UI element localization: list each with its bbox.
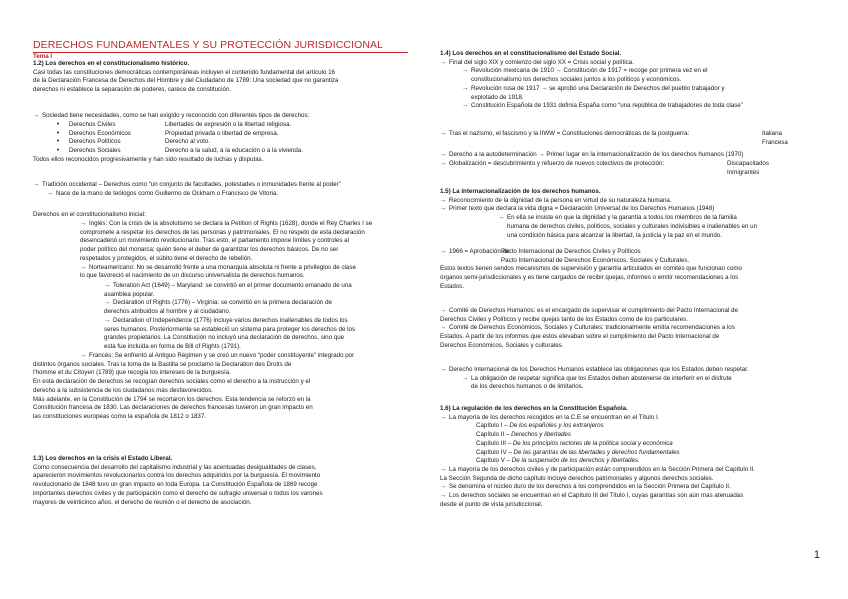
postguerra-block: → Tras el nazismo, el fascismo y la IIWW = Constituciones democráticas de la postguerra: bbox=[440, 130, 690, 137]
arrow-icon: → bbox=[47, 189, 54, 197]
section-1-2 bbox=[33, 60, 338, 95]
section-1-3: 1.3) Los derechos en la crisis el Estado Liberal. Como consecuencia del desarrollo del capitalismo industrial y las acentuadas desigualdades de clases, aparecieron movimientos revolucionarios contra los derechos adquiridos por la burguesía. El movimiento revolucionario de 1848 tuvo un gran impacto en toda Europa. La Constitución Española de 1869 recoge importantes derechos civiles y de participación como el derecho de sufragio universal o todos los varones mayores de veinticinco años, el derecho de reunión o el derecho de asociación. bbox=[33, 455, 415, 507]
arrow-icon: → bbox=[33, 181, 40, 188]
title-underline bbox=[33, 52, 408, 53]
arrow-icon: → bbox=[440, 58, 447, 66]
section-1-5: 1.5) La internacionalización de los derechos humanos. → Reconocimiento de la dignidad de la persona en virtud de su naturaleza humana. → Primer texto que declara la vida digna = Declaración Universal de los Derechos Humanos (1948) → En ella se insiste en que la dignidad y la garantía a todos los miembros de la familia humana de derechos civiles, políticos, sociales y culturales indivisibles e inalienables en un una condición básica para alcanzar la libertad, la justicia y la paz en el mundo. bbox=[440, 188, 830, 240]
rights-intro bbox=[33, 112, 309, 121]
section-1-4: 1.4) Los derechos en el constitucionalismo del Estado Social. → Final del siglo XIX y comienzo del siglo XX = Crisis social y política. → Revolución mexicana de 1910 → Constitución de 1917 = recoge por primera vez en el constitucionalismo los derechos sociales juntos a los políticos y económicos. → Revolución rusa de 1917 → se aprobó una Declaración de Derechos del pueblo trabajador y explotado de 1918. → Constitución Española de 1931 definía España como “una república de trabajadores de toda clase” bbox=[440, 50, 830, 111]
section-heading: 1.6) La regulación de los derechos en la Constitución Española. bbox=[440, 405, 628, 412]
arrow-icon: → bbox=[440, 492, 447, 500]
rights-list bbox=[47, 121, 303, 156]
arrow-icon: → bbox=[440, 307, 447, 314]
section-heading: 1.2) Los derechos en el constitucionalismo histórico. bbox=[33, 60, 190, 67]
arrow-icon: → bbox=[80, 352, 87, 359]
paragraph-line: Casi todas las constituciones democráticas contemporáneas incluyen el contenido fundamental del artículo 16 bbox=[33, 68, 335, 76]
list-item: • Derechos Económicos Propiedad privada o libertad de empresa. bbox=[47, 130, 303, 139]
ingles-block: → Inglés: Con la crisis de la absolutismo se declara la Petition of Rights (1628), donde el Rey Charles I se compromete a respetar los derechos de las personas y patrimoniales. El no respeto de esta declaración desencadenó un movimiento revolucionario. Tras esto, el parlamento impone límites y controles al poder político del monarca; quién tiene el deber de garantizar los derechos básicos. De no ser respetados y protegidos, el súbito tiene el derecho de rebelión. → Norteamericano: No se desarrolló frente a una monarquía absoluta ni frente a privilegios de clase lo que favoreció el nacimiento de un discurso universalista de derechos humanos. bbox=[80, 220, 373, 280]
bullet-icon: • bbox=[56, 121, 60, 128]
arrow-icon: → bbox=[33, 112, 40, 119]
chapter-item: Capítulo V – De la suspensión de los derechos y libertades. bbox=[476, 457, 640, 465]
document-title: DERECHOS FUNDAMENTALES Y SU PROTECCIÓN JURISDICCIONAL bbox=[33, 39, 384, 51]
constitucionalismo-inicial: Derechos en el constitucionalismo inicial: bbox=[33, 211, 146, 218]
arrow-icon: → bbox=[498, 214, 505, 222]
norteamericano-docs: → Toleration Act (1649) – Maryland: se convirtió en el primer documento emanado de una asamblea popular. → Declaration of Rights (1776) – Virginia: se convirtió en la primera declaración de derechos atribuidos al hombre y al ciudadano. → Declaration of Independence (1776) incluye varios derechos inalienables de todos los seres humanos. Posteriormente se estableció un sistema para proteger los derechos de los grandes propietarios. La Constitución no incluyó una declaración de derechos, sino que esta fue incluida en forma de Bill of Rights (1791). bbox=[104, 282, 356, 350]
chapter-item: Capítulo I – De los españoles y los extranjeros bbox=[476, 422, 604, 430]
section-heading: 1.5) La internacionalización de los derechos humanos. bbox=[440, 188, 601, 195]
tema-label: Tema I bbox=[33, 53, 53, 60]
arrow-icon: → bbox=[462, 67, 469, 75]
arrow-icon: → bbox=[104, 299, 111, 307]
bullet-icon: • bbox=[56, 129, 60, 137]
arrow-icon: → bbox=[462, 374, 469, 382]
chapter-item: Capítulo IV – De las garantías de las libertades y derechos fundamentales bbox=[476, 448, 680, 456]
arrow-icon: → bbox=[104, 316, 111, 324]
paragraph-line: derechos ni establece la separación de poderes, carece de constitución. bbox=[33, 86, 232, 94]
arrow-icon: → bbox=[440, 366, 447, 373]
list-item: • Derechos Políticos Derecho al voto. bbox=[47, 138, 303, 147]
arrow-icon: → bbox=[440, 205, 447, 213]
postguerra-countries: Italiana Francesa bbox=[762, 130, 788, 146]
arrow-icon: → bbox=[462, 102, 469, 110]
paragraph-line: de la Declaración Francesa de Derechos del Hombre y del Ciudadano de 1789: Una sociedad que no garantiza bbox=[33, 77, 339, 85]
tradicion-block: → Tradición occidental – Derechos como “un conjunto de facultades, potestades o inmunidades frente al poder” → Nace de la mano de teólogos como Guillermo de Ockham o Francisco de Vitoria. bbox=[33, 181, 341, 197]
section-1-6: 1.6) La regulación de los derechos en la Constitución Española. → La mayoría de los derechos recogidos en la C.E se encuentran en el Título I. Capítulo I – De los españoles y los extranjeros Capítulo II – Derechos y libertades Capítulo III – De los principios rectores de la política social y económica Capítulo IV – De las garantías de las libertades y derechos fundamentales Capítulo V – De la suspensión de los derechos y libertades. → La mayoría de los derechos civiles y de participación están comprendidos en la Sección Primera del Capítulo II. La Sección Segunda de dicho capítulo incluye derechos patrimoniales y algunos derechos sociales. → Se denomina el núcleo duro de los derechos a los comprendidos en la Sección Primera del Capítulo II. → Los derechos sociales se encuentran en el Capítulo III del Título I, cuyas garantías son aún mas atenuadas desde el punto de vista jurisdiccional. bbox=[440, 405, 830, 509]
list-item: • Derechos Civiles Libertades de expresión o la libertad religiosa. bbox=[47, 121, 303, 130]
list-item: • Derechos Sociales Derecho a la salud, a la educación o a la vivienda. bbox=[47, 147, 303, 156]
bullet-icon: • bbox=[56, 138, 60, 146]
paragraph-line: Sociedad tiene necesidades, como se han exigido y reconocido con diferentes tipos de derechos: bbox=[42, 112, 310, 119]
arrow-icon: → bbox=[80, 263, 87, 271]
arrow-icon: → bbox=[440, 159, 447, 167]
arrow-icon: → bbox=[104, 282, 111, 289]
arrow-icon: → bbox=[440, 465, 447, 473]
arrow-icon: → bbox=[440, 413, 447, 421]
bullet-icon: • bbox=[56, 147, 60, 155]
arrow-icon: → bbox=[440, 324, 447, 332]
arrow-icon: → bbox=[80, 220, 87, 227]
chapter-item: Capítulo III – De los principios rectores de la política social y económica bbox=[476, 439, 673, 447]
autodeterminacion: → Derecho a la autodeterminación → Primer lugar en la internacionalización de los derechos humanos (1970) → Globalización = descubrimiento y refuerzo de nuevos colectivos de protección: bbox=[440, 151, 744, 167]
section-heading: 1.4) Los derechos en el constitucionalismo del Estado Social. bbox=[440, 50, 622, 57]
arrow-icon: → bbox=[462, 84, 469, 92]
section-heading: 1.3) Los derechos en la crisis el Estado Liberal. bbox=[33, 455, 173, 462]
glob-groups: Discapacitados Inmigrantes bbox=[727, 160, 769, 176]
rights-summary: Todos ellos reconocidos progresivamente y han sido resultado de luchas y disputas. bbox=[33, 156, 264, 163]
page-number: 1 bbox=[813, 549, 820, 561]
arrow-icon: → bbox=[440, 483, 447, 491]
arrow-icon: → bbox=[440, 151, 447, 158]
comites-block: → Comité de Derechos Humanos: es el encargado de supervisar el cumplimiento del Pacto Internacional de Derechos Civiles y Políticos y recibe quejas tanto de los Estados como de los particulares. → Comité de Derechos Económicos, Sociales y Culturales: tradicionalmente emitía recomendaciones a los Estados. A partir de los informes que estos elevaban sobre el cumplimiento del Pacto Internacional de Derechos Económicos, Sociales y culturales. bbox=[440, 307, 738, 349]
obligaciones-block: → Derecho Internacional de los Derechos Humanos establece las obligaciones que los Estados deben respetar. → La obligación de respetar significa que los Estados deben abstenerse de interferir en el disfrute de los derechos humanos o de limitarlos. bbox=[440, 366, 749, 391]
arrow-icon: → bbox=[440, 196, 447, 204]
arrow-icon: → bbox=[440, 130, 447, 137]
arrow-icon: → bbox=[440, 248, 447, 255]
frances-block: → Francés: Se enfrentó al Antiguo Régimen y se creó un nuevo “poder constituyente” integrado por distintos órganos sociales. Tras la toma de la Bastilla se proclamó la Declaration des Droits de l'homme et du Citoyen (1789) que recogía los intereses de la burguesía. En esta declaración de derechos se recogían derechos sociales como el derecho a la instrucción y el derecho a la subsistencia de los ciudadanos más desfavorecidos. Más adelante, en la Constitución de 1794 se recortaron los derechos. Esta tendencia se reforzó en la Constitución francesa de 1830. Las declaraciones de derechos francesas tuvieron un gran impacto en las constituciones europeas como la española de 1812 o 1837. bbox=[33, 352, 355, 420]
chapter-item: Capítulo II – Derechos y libertades bbox=[476, 431, 571, 439]
pactos-1966: → 1966 = Aprobación de:Pacto Internacional de Derechos Civiles y Políticos Pacto Internacional de Derechos Económicos, Sociales y Culturales. Estos textos tienen sendos mecanismos de supervisión y garantía articulados en comités que funcionan como órganos semi-jurisdiccionales y es tiene cargados de recibir quejas, informes o emitir recomendaciones a los Estados. bbox=[440, 248, 742, 290]
